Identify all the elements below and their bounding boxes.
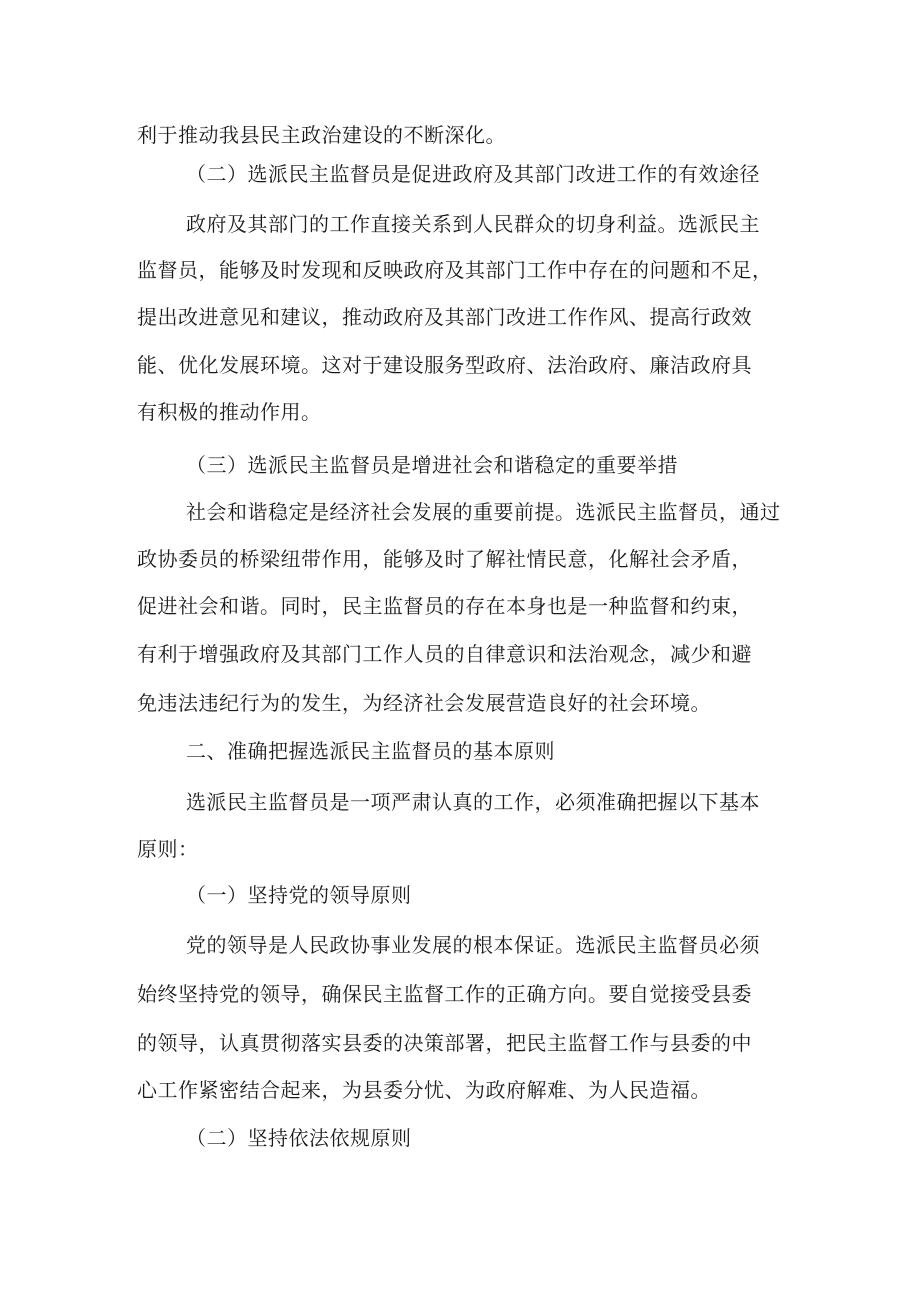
body-text-line: 社会和谐稳定是经济社会发展的重要前提。选派民主监督员，通过 (186, 500, 781, 524)
body-text-line: 免违法违纪行为的发生，为经济社会发展营造良好的社会环境。 (137, 691, 711, 715)
body-text-line: 提出改进意见和建议，推动政府及其部门改进工作作风、提高行政效 (137, 305, 752, 329)
body-text-line: 利于推动我县民主政治建设的不断深化。 (137, 123, 506, 147)
body-text-line: 政府及其部门的工作直接关系到人民群众的切身利益。选派民主 (186, 212, 760, 236)
body-text-line: 能、优化发展环境。这对于建设服务型政府、法治政府、廉洁政府具 (137, 353, 752, 377)
body-text-line: 原则： (137, 837, 199, 861)
body-text-line: 监督员，能够及时发现和反映政府及其部门工作中存在的问题和不足， (137, 258, 773, 282)
subsection-heading: （三）选派民主监督员是增进社会和谐稳定的重要举措 (186, 453, 678, 477)
body-text-line: 心工作紧密结合起来，为县委分忧、为政府解难、为人民造福。 (137, 1078, 711, 1102)
body-text-line: 始终坚持党的领导，确保民主监督工作的正确方向。要自觉接受县委 (137, 982, 752, 1006)
section-heading: 二、准确把握选派民主监督员的基本原则 (186, 739, 555, 763)
subsection-heading: （二）选派民主监督员是促进政府及其部门改进工作的有效途径 (186, 162, 760, 186)
body-text-line: 政协委员的桥梁纽带作用，能够及时了解社情民意，化解社会矛盾， (137, 547, 752, 571)
body-text-line: 促进社会和谐。同时，民主监督员的存在本身也是一种监督和约束， (137, 594, 752, 618)
body-text-line: 党的领导是人民政协事业发展的根本保证。选派民主监督员必须 (186, 933, 760, 957)
subsection-heading: （一）坚持党的领导原则 (186, 883, 412, 907)
body-text-line: 有积极的推动作用。 (137, 400, 322, 424)
body-text-line: 的领导，认真贯彻落实县委的决策部署，把民主监督工作与县委的中 (137, 1031, 752, 1055)
subsection-heading: （二）坚持依法依规原则 (186, 1126, 412, 1150)
body-text-line: 有利于增强政府及其部门工作人员的自律意识和法治观念，减少和避 (137, 642, 752, 666)
body-text-line: 选派民主监督员是一项严肃认真的工作，必须准确把握以下基本 (186, 790, 760, 814)
